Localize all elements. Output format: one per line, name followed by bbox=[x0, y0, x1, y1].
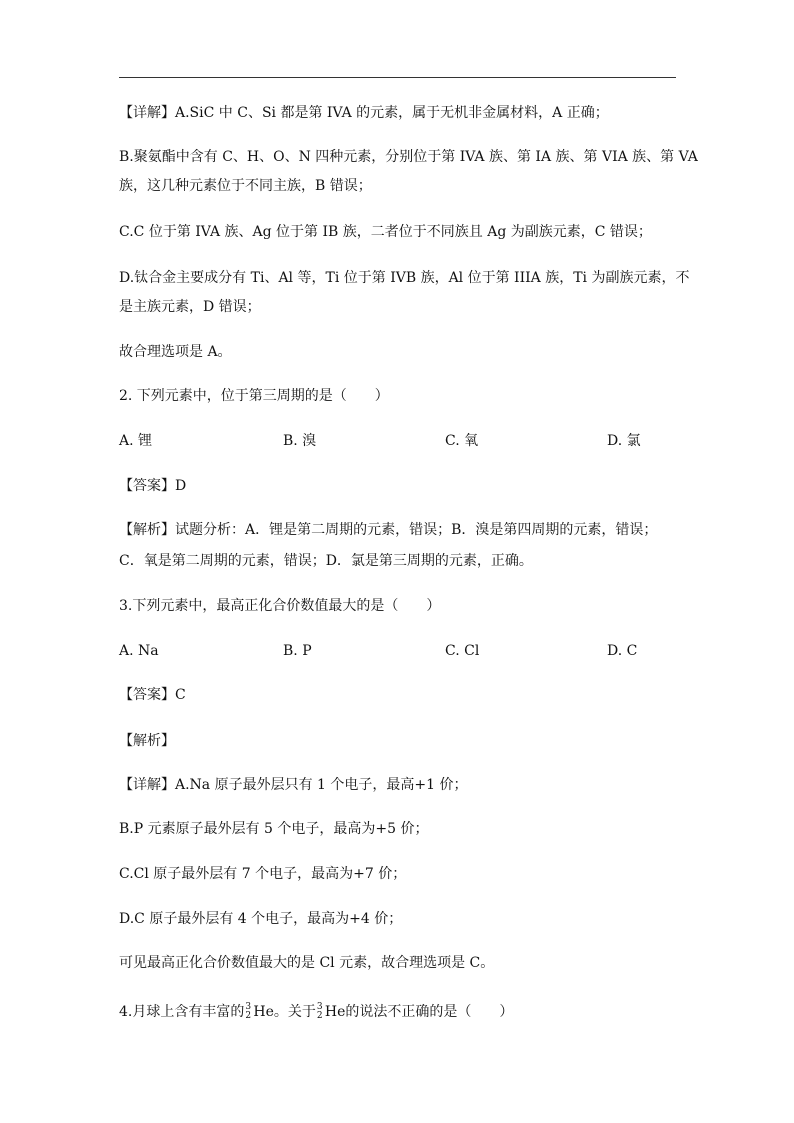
atomic-number: 2 bbox=[245, 1011, 252, 1021]
q3-option-c: C. Cl bbox=[445, 643, 480, 659]
q2-option-b: B. 溴 bbox=[283, 433, 317, 449]
q3-answer: 【答案】C bbox=[119, 687, 186, 703]
q3-stem: 3.下列元素中，最高正化合价数值最大的是（ ） bbox=[119, 598, 441, 614]
q2-answer: 【答案】D bbox=[119, 478, 187, 494]
q4-stem-part2: 。关于 bbox=[273, 1004, 316, 1020]
q3-analysis-heading: 【解析】 bbox=[119, 733, 175, 749]
q1-detail-d-line1: D.钛合金主要成分有 Ti、Al 等，Ti 位于第 IVB 族，Al 位于第 IIIA 族，Ti 为副族元素，不 bbox=[119, 270, 690, 286]
q3-detail-b: B.P 元素原子最外层有 5 个电子，最高为+5 价； bbox=[119, 821, 429, 837]
isotope-notation-2 bbox=[316, 1002, 324, 1022]
q3-option-d: D. C bbox=[607, 643, 638, 659]
q2-analysis-line1: 【解析】试题分析：A．锂是第二周期的元素，错误；B．溴是第四周期的元素，错误； bbox=[119, 522, 658, 538]
mass-number: 3 bbox=[245, 1002, 252, 1012]
q3-conclusion: 可见最高正化合价数值最大的是 Cl 元素，故合理选项是 C。 bbox=[119, 955, 495, 971]
q1-detail-a: 【详解】A.SiC 中 C、Si 都是第 IVA 的元素，属于无机非金属材料，A 正确； bbox=[119, 105, 609, 121]
q1-detail-b-line1: B.聚氨酯中含有 C、H、O、N 四种元素，分别位于第 IVA 族、第 IA 族、第 VIA 族、第 VA bbox=[119, 149, 698, 165]
q1-conclusion: 故合理选项是 A。 bbox=[119, 344, 232, 360]
q2-stem: 2. 下列元素中，位于第三周期的是（ ） bbox=[119, 388, 389, 404]
q2-option-d: D. 氯 bbox=[607, 433, 641, 449]
q1-detail-c: C.C 位于第 IVA 族、Ag 位于第 IB 族，二者位于不同族且 Ag 为副族元素，C 错误； bbox=[119, 224, 652, 240]
q2-option-a: A. 锂 bbox=[119, 433, 153, 449]
q4-stem bbox=[119, 1002, 513, 1022]
q3-option-a: A. Na bbox=[119, 643, 159, 659]
q3-option-b: B. P bbox=[283, 643, 312, 659]
q1-detail-d-line2: 是主族元素，D 错误； bbox=[119, 299, 261, 315]
q2-analysis-line2: C．氧是第二周期的元素，错误；D．氯是第三周期的元素，正确。 bbox=[119, 553, 533, 569]
mass-number-2: 3 bbox=[316, 1002, 323, 1012]
isotope-notation bbox=[244, 1002, 252, 1022]
isotope-symbol: He bbox=[253, 1004, 274, 1020]
isotope-symbol-2: He bbox=[324, 1004, 346, 1020]
header-rule bbox=[119, 77, 676, 78]
q3-detail-c: C.Cl 原子最外层有 7 个电子，最高为+7 价； bbox=[119, 866, 407, 882]
atomic-number-2: 2 bbox=[316, 1011, 323, 1021]
q3-detail-d: D.C 原子最外层有 4 个电子，最高为+4 价； bbox=[119, 911, 403, 927]
q1-detail-b-line2: 族，这几种元素位于不同主族，B 错误； bbox=[119, 178, 372, 194]
q3-detail-a: 【详解】A.Na 原子最外层只有 1 个电子，最高+1 价； bbox=[119, 777, 468, 793]
q4-stem-part1: 4.月球上含有丰富的 bbox=[119, 1004, 245, 1020]
q2-option-c: C. 氧 bbox=[445, 433, 479, 449]
q4-stem-part3: 的说法不正确的是（ ） bbox=[345, 1004, 514, 1020]
